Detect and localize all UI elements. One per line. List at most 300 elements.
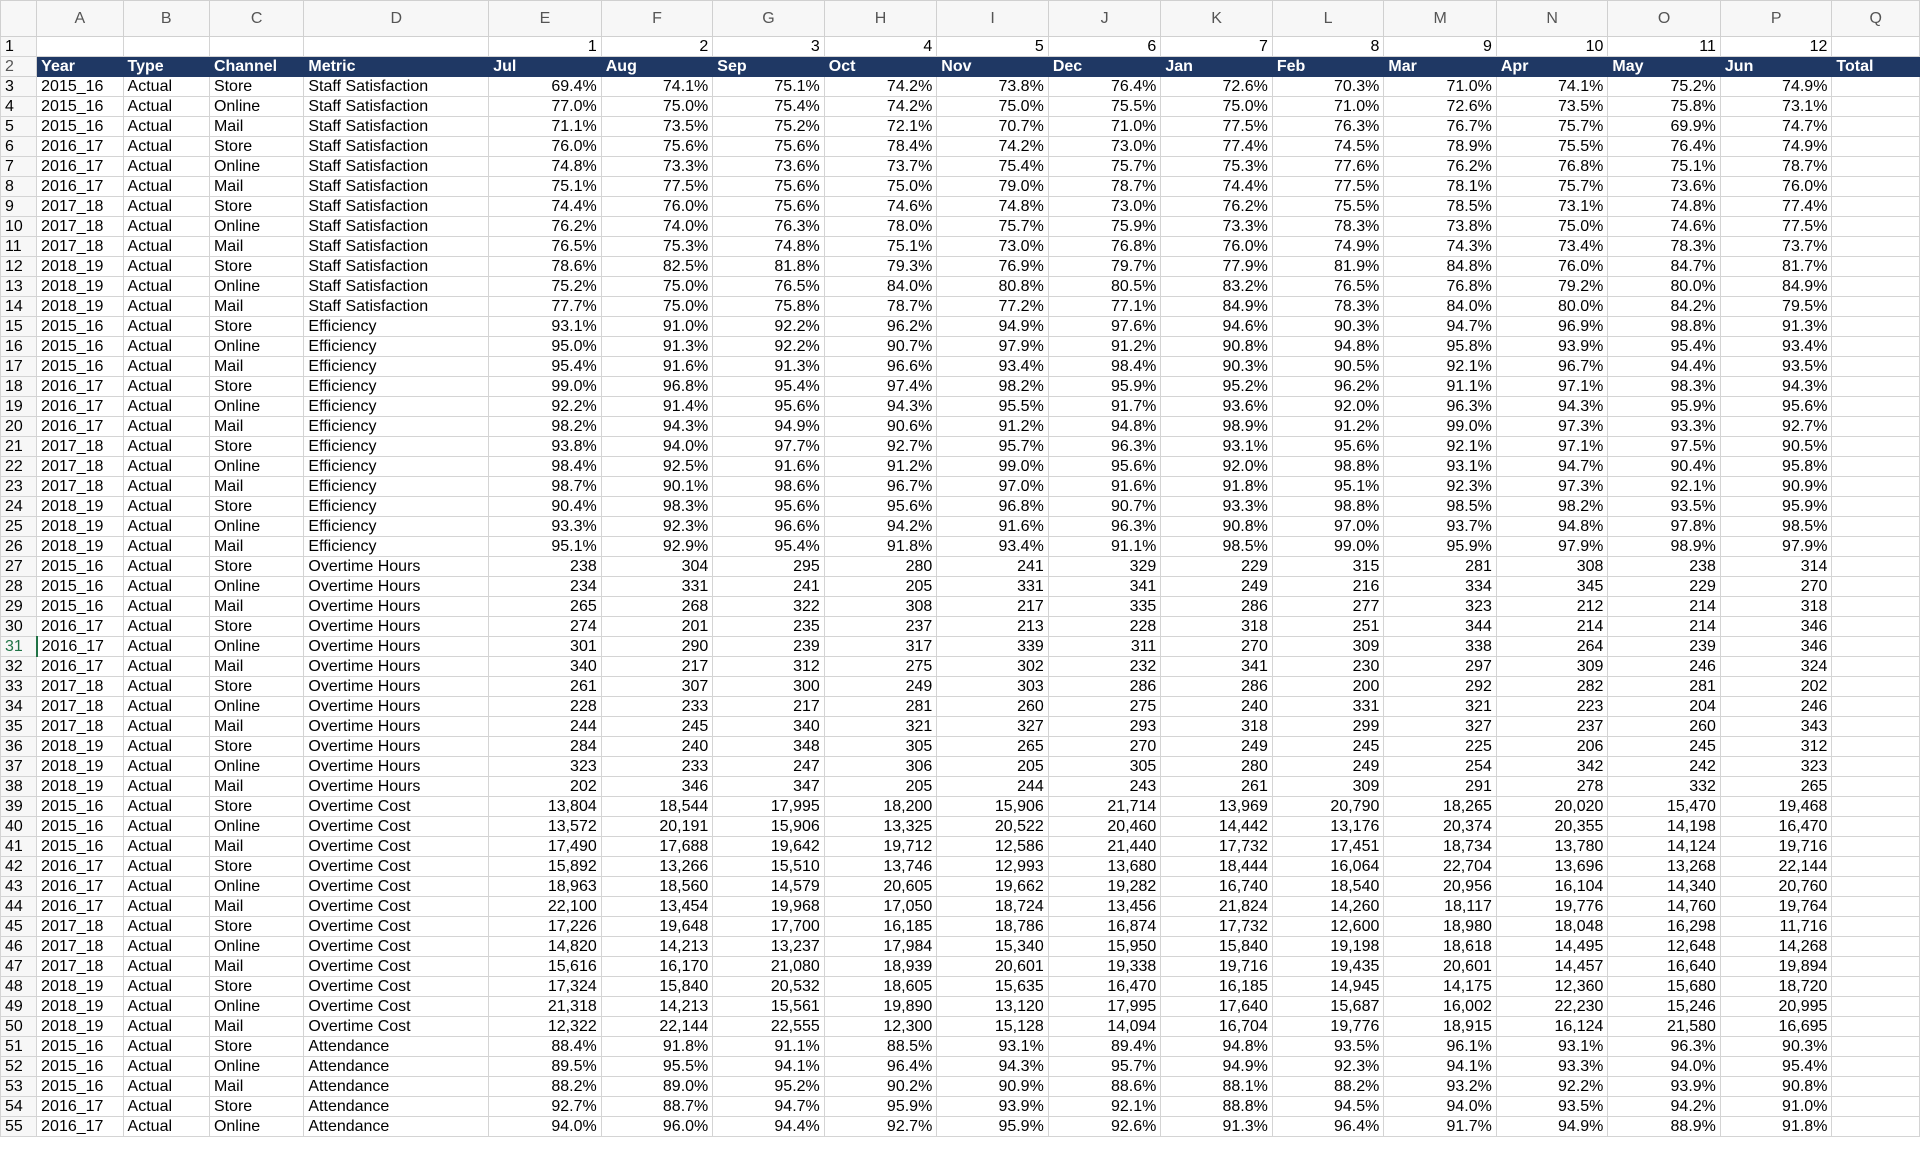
cell-b7[interactable]: Actual <box>123 157 209 177</box>
cell-c8[interactable]: Mail <box>209 177 303 197</box>
cell-j14[interactable]: 77.1% <box>1048 297 1161 317</box>
cell-d22[interactable]: Efficiency <box>304 457 489 477</box>
cell-p7[interactable]: 78.7% <box>1720 157 1832 177</box>
cell-d36[interactable]: Overtime Hours <box>304 737 489 757</box>
cell-e43[interactable]: 18,963 <box>489 877 602 897</box>
cell-a10[interactable]: 2017_18 <box>37 217 123 237</box>
cell-d9[interactable]: Staff Satisfaction <box>304 197 489 217</box>
cell-k48[interactable]: 16,185 <box>1161 977 1273 997</box>
cell-m32[interactable]: 297 <box>1384 657 1497 677</box>
cell-m45[interactable]: 18,980 <box>1384 917 1497 937</box>
cell-j24[interactable]: 90.7% <box>1048 497 1161 517</box>
cell-i50[interactable]: 15,128 <box>937 1017 1049 1037</box>
cell-e45[interactable]: 17,226 <box>489 917 602 937</box>
cell-i36[interactable]: 265 <box>937 737 1049 757</box>
cell-g18[interactable]: 95.4% <box>713 377 825 397</box>
cell-j11[interactable]: 76.8% <box>1048 237 1161 257</box>
row-number-42[interactable]: 42 <box>1 857 37 877</box>
cell-f13[interactable]: 75.0% <box>601 277 713 297</box>
cell-q50[interactable] <box>1832 1017 1920 1037</box>
cell-e48[interactable]: 17,324 <box>489 977 602 997</box>
cell-n7[interactable]: 76.8% <box>1496 157 1608 177</box>
cell-m49[interactable]: 16,002 <box>1384 997 1497 1017</box>
cell-a51[interactable]: 2015_16 <box>37 1037 123 1057</box>
cell-a39[interactable]: 2015_16 <box>37 797 123 817</box>
cell-q41[interactable] <box>1832 837 1920 857</box>
cell-i11[interactable]: 73.0% <box>937 237 1049 257</box>
cell-a27[interactable]: 2015_16 <box>37 557 123 577</box>
cell-h2[interactable]: Oct <box>824 57 937 77</box>
cell-m23[interactable]: 92.3% <box>1384 477 1497 497</box>
cell-b14[interactable]: Actual <box>123 297 209 317</box>
cell-f49[interactable]: 14,213 <box>601 997 713 1017</box>
cell-j7[interactable]: 75.7% <box>1048 157 1161 177</box>
row-number-25[interactable]: 25 <box>1 517 37 537</box>
cell-k17[interactable]: 90.3% <box>1161 357 1273 377</box>
cell-h1[interactable]: 4 <box>824 37 937 57</box>
cell-g33[interactable]: 300 <box>713 677 825 697</box>
cell-b1[interactable] <box>123 37 209 57</box>
cell-a42[interactable]: 2016_17 <box>37 857 123 877</box>
cell-l13[interactable]: 76.5% <box>1272 277 1384 297</box>
cell-l27[interactable]: 315 <box>1272 557 1384 577</box>
cell-p13[interactable]: 84.9% <box>1720 277 1832 297</box>
cell-c51[interactable]: Store <box>209 1037 303 1057</box>
cell-e26[interactable]: 95.1% <box>489 537 602 557</box>
cell-b38[interactable]: Actual <box>123 777 209 797</box>
cell-d3[interactable]: Staff Satisfaction <box>304 77 489 97</box>
cell-m47[interactable]: 20,601 <box>1384 957 1497 977</box>
row-number-17[interactable]: 17 <box>1 357 37 377</box>
cell-a2[interactable]: Year <box>37 57 123 77</box>
cell-d21[interactable]: Efficiency <box>304 437 489 457</box>
row-number-10[interactable]: 10 <box>1 217 37 237</box>
cell-q1[interactable] <box>1832 37 1920 57</box>
cell-d33[interactable]: Overtime Hours <box>304 677 489 697</box>
cell-g26[interactable]: 95.4% <box>713 537 825 557</box>
cell-k46[interactable]: 15,840 <box>1161 937 1273 957</box>
cell-a22[interactable]: 2017_18 <box>37 457 123 477</box>
cell-c17[interactable]: Mail <box>209 357 303 377</box>
cell-h42[interactable]: 13,746 <box>824 857 937 877</box>
cell-g38[interactable]: 347 <box>713 777 825 797</box>
cell-f37[interactable]: 233 <box>601 757 713 777</box>
cell-a1[interactable] <box>37 37 123 57</box>
cell-b48[interactable]: Actual <box>123 977 209 997</box>
cell-q37[interactable] <box>1832 757 1920 777</box>
cell-c38[interactable]: Mail <box>209 777 303 797</box>
cell-m37[interactable]: 254 <box>1384 757 1497 777</box>
row-number-48[interactable]: 48 <box>1 977 37 997</box>
cell-c10[interactable]: Online <box>209 217 303 237</box>
cell-i18[interactable]: 98.2% <box>937 377 1049 397</box>
cell-k51[interactable]: 94.8% <box>1161 1037 1273 1057</box>
cell-b3[interactable]: Actual <box>123 77 209 97</box>
cell-b18[interactable]: Actual <box>123 377 209 397</box>
cell-h18[interactable]: 97.4% <box>824 377 937 397</box>
cell-h51[interactable]: 88.5% <box>824 1037 937 1057</box>
cell-i13[interactable]: 80.8% <box>937 277 1049 297</box>
cell-i35[interactable]: 327 <box>937 717 1049 737</box>
cell-f43[interactable]: 18,560 <box>601 877 713 897</box>
cell-c11[interactable]: Mail <box>209 237 303 257</box>
cell-b46[interactable]: Actual <box>123 937 209 957</box>
cell-f19[interactable]: 91.4% <box>601 397 713 417</box>
cell-m54[interactable]: 94.0% <box>1384 1097 1497 1117</box>
cell-i33[interactable]: 303 <box>937 677 1049 697</box>
cell-p14[interactable]: 79.5% <box>1720 297 1832 317</box>
cell-j48[interactable]: 16,470 <box>1048 977 1161 997</box>
cell-e16[interactable]: 95.0% <box>489 337 602 357</box>
cell-b30[interactable]: Actual <box>123 617 209 637</box>
cell-k24[interactable]: 93.3% <box>1161 497 1273 517</box>
cell-h40[interactable]: 13,325 <box>824 817 937 837</box>
cell-p17[interactable]: 93.5% <box>1720 357 1832 377</box>
cell-d1[interactable] <box>304 37 489 57</box>
cell-f54[interactable]: 88.7% <box>601 1097 713 1117</box>
cell-b26[interactable]: Actual <box>123 537 209 557</box>
cell-c37[interactable]: Online <box>209 757 303 777</box>
cell-b22[interactable]: Actual <box>123 457 209 477</box>
cell-f11[interactable]: 75.3% <box>601 237 713 257</box>
cell-e23[interactable]: 98.7% <box>489 477 602 497</box>
cell-j37[interactable]: 305 <box>1048 757 1161 777</box>
cell-f15[interactable]: 91.0% <box>601 317 713 337</box>
cell-p30[interactable]: 346 <box>1720 617 1832 637</box>
cell-b50[interactable]: Actual <box>123 1017 209 1037</box>
row-number-20[interactable]: 20 <box>1 417 37 437</box>
cell-n1[interactable]: 10 <box>1496 37 1608 57</box>
cell-m24[interactable]: 98.5% <box>1384 497 1497 517</box>
cell-a17[interactable]: 2015_16 <box>37 357 123 377</box>
cell-o49[interactable]: 15,246 <box>1608 997 1721 1017</box>
cell-c24[interactable]: Store <box>209 497 303 517</box>
cell-m6[interactable]: 78.9% <box>1384 137 1497 157</box>
cell-o50[interactable]: 21,580 <box>1608 1017 1721 1037</box>
column-header-g[interactable]: G <box>713 1 825 37</box>
cell-j30[interactable]: 228 <box>1048 617 1161 637</box>
cell-n6[interactable]: 75.5% <box>1496 137 1608 157</box>
cell-o5[interactable]: 69.9% <box>1608 117 1721 137</box>
cell-e41[interactable]: 17,490 <box>489 837 602 857</box>
cell-k2[interactable]: Jan <box>1161 57 1273 77</box>
cell-p19[interactable]: 95.6% <box>1720 397 1832 417</box>
cell-l37[interactable]: 249 <box>1272 757 1384 777</box>
row-number-11[interactable]: 11 <box>1 237 37 257</box>
cell-l23[interactable]: 95.1% <box>1272 477 1384 497</box>
cell-j32[interactable]: 232 <box>1048 657 1161 677</box>
cell-i42[interactable]: 12,993 <box>937 857 1049 877</box>
cell-o9[interactable]: 74.8% <box>1608 197 1721 217</box>
cell-j27[interactable]: 329 <box>1048 557 1161 577</box>
cell-f39[interactable]: 18,544 <box>601 797 713 817</box>
cell-h26[interactable]: 91.8% <box>824 537 937 557</box>
cell-k25[interactable]: 90.8% <box>1161 517 1273 537</box>
cell-q19[interactable] <box>1832 397 1920 417</box>
cell-l35[interactable]: 299 <box>1272 717 1384 737</box>
cell-b23[interactable]: Actual <box>123 477 209 497</box>
cell-o20[interactable]: 93.3% <box>1608 417 1721 437</box>
cell-d51[interactable]: Attendance <box>304 1037 489 1057</box>
cell-d7[interactable]: Staff Satisfaction <box>304 157 489 177</box>
cell-l31[interactable]: 309 <box>1272 637 1384 657</box>
cell-o17[interactable]: 94.4% <box>1608 357 1721 377</box>
cell-m12[interactable]: 84.8% <box>1384 257 1497 277</box>
cell-i28[interactable]: 331 <box>937 577 1049 597</box>
cell-n4[interactable]: 73.5% <box>1496 97 1608 117</box>
cell-b37[interactable]: Actual <box>123 757 209 777</box>
cell-l41[interactable]: 17,451 <box>1272 837 1384 857</box>
cell-d16[interactable]: Efficiency <box>304 337 489 357</box>
cell-i31[interactable]: 339 <box>937 637 1049 657</box>
row-number-8[interactable]: 8 <box>1 177 37 197</box>
cell-m4[interactable]: 72.6% <box>1384 97 1497 117</box>
cell-g35[interactable]: 340 <box>713 717 825 737</box>
cell-n53[interactable]: 92.2% <box>1496 1077 1608 1097</box>
cell-i27[interactable]: 241 <box>937 557 1049 577</box>
cell-j46[interactable]: 15,950 <box>1048 937 1161 957</box>
cell-l1[interactable]: 8 <box>1272 37 1384 57</box>
cell-i23[interactable]: 97.0% <box>937 477 1049 497</box>
cell-n8[interactable]: 75.7% <box>1496 177 1608 197</box>
cell-l25[interactable]: 97.0% <box>1272 517 1384 537</box>
cell-j18[interactable]: 95.9% <box>1048 377 1161 397</box>
cell-c3[interactable]: Store <box>209 77 303 97</box>
cell-g50[interactable]: 22,555 <box>713 1017 825 1037</box>
cell-k21[interactable]: 93.1% <box>1161 437 1273 457</box>
cell-q23[interactable] <box>1832 477 1920 497</box>
cell-m44[interactable]: 18,117 <box>1384 897 1497 917</box>
cell-p10[interactable]: 77.5% <box>1720 217 1832 237</box>
cell-k28[interactable]: 249 <box>1161 577 1273 597</box>
cell-o44[interactable]: 14,760 <box>1608 897 1721 917</box>
cell-b8[interactable]: Actual <box>123 177 209 197</box>
cell-f12[interactable]: 82.5% <box>601 257 713 277</box>
cell-l28[interactable]: 216 <box>1272 577 1384 597</box>
cell-b43[interactable]: Actual <box>123 877 209 897</box>
cell-n54[interactable]: 93.5% <box>1496 1097 1608 1117</box>
cell-p20[interactable]: 92.7% <box>1720 417 1832 437</box>
cell-g5[interactable]: 75.2% <box>713 117 825 137</box>
cell-g8[interactable]: 75.6% <box>713 177 825 197</box>
cell-m1[interactable]: 9 <box>1384 37 1497 57</box>
cell-a45[interactable]: 2017_18 <box>37 917 123 937</box>
row-number-29[interactable]: 29 <box>1 597 37 617</box>
cell-c43[interactable]: Online <box>209 877 303 897</box>
cell-h24[interactable]: 95.6% <box>824 497 937 517</box>
cell-d29[interactable]: Overtime Hours <box>304 597 489 617</box>
cell-j6[interactable]: 73.0% <box>1048 137 1161 157</box>
cell-j28[interactable]: 341 <box>1048 577 1161 597</box>
cell-h45[interactable]: 16,185 <box>824 917 937 937</box>
cell-a11[interactable]: 2017_18 <box>37 237 123 257</box>
cell-q46[interactable] <box>1832 937 1920 957</box>
cell-d35[interactable]: Overtime Hours <box>304 717 489 737</box>
cell-i37[interactable]: 205 <box>937 757 1049 777</box>
cell-h41[interactable]: 19,712 <box>824 837 937 857</box>
cell-p39[interactable]: 19,468 <box>1720 797 1832 817</box>
cell-i29[interactable]: 217 <box>937 597 1049 617</box>
select-all-corner[interactable] <box>1 1 37 37</box>
cell-q16[interactable] <box>1832 337 1920 357</box>
cell-p48[interactable]: 18,720 <box>1720 977 1832 997</box>
row-number-24[interactable]: 24 <box>1 497 37 517</box>
cell-l15[interactable]: 90.3% <box>1272 317 1384 337</box>
cell-o31[interactable]: 239 <box>1608 637 1721 657</box>
cell-k32[interactable]: 341 <box>1161 657 1273 677</box>
cell-o27[interactable]: 238 <box>1608 557 1721 577</box>
cell-j1[interactable]: 6 <box>1048 37 1161 57</box>
cell-f25[interactable]: 92.3% <box>601 517 713 537</box>
cell-j40[interactable]: 20,460 <box>1048 817 1161 837</box>
cell-a13[interactable]: 2018_19 <box>37 277 123 297</box>
cell-c41[interactable]: Mail <box>209 837 303 857</box>
cell-e38[interactable]: 202 <box>489 777 602 797</box>
cell-q52[interactable] <box>1832 1057 1920 1077</box>
cell-m30[interactable]: 344 <box>1384 617 1497 637</box>
row-number-22[interactable]: 22 <box>1 457 37 477</box>
cell-k4[interactable]: 75.0% <box>1161 97 1273 117</box>
cell-l16[interactable]: 94.8% <box>1272 337 1384 357</box>
cell-h55[interactable]: 92.7% <box>824 1117 937 1137</box>
row-number-23[interactable]: 23 <box>1 477 37 497</box>
cell-c2[interactable]: Channel <box>209 57 303 77</box>
cell-e9[interactable]: 74.4% <box>489 197 602 217</box>
cell-k15[interactable]: 94.6% <box>1161 317 1273 337</box>
row-number-40[interactable]: 40 <box>1 817 37 837</box>
cell-h5[interactable]: 72.1% <box>824 117 937 137</box>
cell-g16[interactable]: 92.2% <box>713 337 825 357</box>
cell-e55[interactable]: 94.0% <box>489 1117 602 1137</box>
cell-m2[interactable]: Mar <box>1384 57 1497 77</box>
cell-e39[interactable]: 13,804 <box>489 797 602 817</box>
cell-p15[interactable]: 91.3% <box>1720 317 1832 337</box>
cell-q53[interactable] <box>1832 1077 1920 1097</box>
cell-l36[interactable]: 245 <box>1272 737 1384 757</box>
cell-f47[interactable]: 16,170 <box>601 957 713 977</box>
cell-c20[interactable]: Mail <box>209 417 303 437</box>
cell-g19[interactable]: 95.6% <box>713 397 825 417</box>
cell-p43[interactable]: 20,760 <box>1720 877 1832 897</box>
cell-o34[interactable]: 204 <box>1608 697 1721 717</box>
cell-f2[interactable]: Aug <box>601 57 713 77</box>
cell-p47[interactable]: 19,894 <box>1720 957 1832 977</box>
row-number-3[interactable]: 3 <box>1 77 37 97</box>
cell-e44[interactable]: 22,100 <box>489 897 602 917</box>
cell-i15[interactable]: 94.9% <box>937 317 1049 337</box>
cell-e2[interactable]: Jul <box>489 57 602 77</box>
cell-e4[interactable]: 77.0% <box>489 97 602 117</box>
cell-m28[interactable]: 334 <box>1384 577 1497 597</box>
cell-l46[interactable]: 19,198 <box>1272 937 1384 957</box>
cell-f28[interactable]: 331 <box>601 577 713 597</box>
cell-c12[interactable]: Store <box>209 257 303 277</box>
cell-i34[interactable]: 260 <box>937 697 1049 717</box>
cell-f30[interactable]: 201 <box>601 617 713 637</box>
cell-n13[interactable]: 79.2% <box>1496 277 1608 297</box>
cell-g25[interactable]: 96.6% <box>713 517 825 537</box>
cell-g31[interactable]: 239 <box>713 637 825 657</box>
cell-b9[interactable]: Actual <box>123 197 209 217</box>
cell-j33[interactable]: 286 <box>1048 677 1161 697</box>
cell-n31[interactable]: 264 <box>1496 637 1608 657</box>
cell-o28[interactable]: 229 <box>1608 577 1721 597</box>
cell-p9[interactable]: 77.4% <box>1720 197 1832 217</box>
cell-o22[interactable]: 90.4% <box>1608 457 1721 477</box>
cell-p2[interactable]: Jun <box>1720 57 1832 77</box>
cell-n9[interactable]: 73.1% <box>1496 197 1608 217</box>
cell-p44[interactable]: 19,764 <box>1720 897 1832 917</box>
cell-k20[interactable]: 98.9% <box>1161 417 1273 437</box>
cell-o45[interactable]: 16,298 <box>1608 917 1721 937</box>
cell-d20[interactable]: Efficiency <box>304 417 489 437</box>
cell-l52[interactable]: 92.3% <box>1272 1057 1384 1077</box>
cell-f36[interactable]: 240 <box>601 737 713 757</box>
cell-o16[interactable]: 95.4% <box>1608 337 1721 357</box>
cell-m38[interactable]: 291 <box>1384 777 1497 797</box>
cell-c13[interactable]: Online <box>209 277 303 297</box>
cell-b25[interactable]: Actual <box>123 517 209 537</box>
cell-l4[interactable]: 71.0% <box>1272 97 1384 117</box>
cell-j5[interactable]: 71.0% <box>1048 117 1161 137</box>
cell-j2[interactable]: Dec <box>1048 57 1161 77</box>
cell-g6[interactable]: 75.6% <box>713 137 825 157</box>
cell-q2[interactable]: Total <box>1832 57 1920 77</box>
cell-o1[interactable]: 11 <box>1608 37 1721 57</box>
cell-k26[interactable]: 98.5% <box>1161 537 1273 557</box>
cell-d45[interactable]: Overtime Cost <box>304 917 489 937</box>
cell-k11[interactable]: 76.0% <box>1161 237 1273 257</box>
cell-l48[interactable]: 14,945 <box>1272 977 1384 997</box>
cell-n43[interactable]: 16,104 <box>1496 877 1608 897</box>
row-number-26[interactable]: 26 <box>1 537 37 557</box>
cell-d55[interactable]: Attendance <box>304 1117 489 1137</box>
cell-o46[interactable]: 12,648 <box>1608 937 1721 957</box>
cell-l3[interactable]: 70.3% <box>1272 77 1384 97</box>
row-number-13[interactable]: 13 <box>1 277 37 297</box>
cell-l47[interactable]: 19,435 <box>1272 957 1384 977</box>
cell-p28[interactable]: 270 <box>1720 577 1832 597</box>
cell-b36[interactable]: Actual <box>123 737 209 757</box>
cell-p50[interactable]: 16,695 <box>1720 1017 1832 1037</box>
cell-d41[interactable]: Overtime Cost <box>304 837 489 857</box>
cell-o19[interactable]: 95.9% <box>1608 397 1721 417</box>
cell-b41[interactable]: Actual <box>123 837 209 857</box>
cell-n33[interactable]: 282 <box>1496 677 1608 697</box>
cell-l21[interactable]: 95.6% <box>1272 437 1384 457</box>
cell-k38[interactable]: 261 <box>1161 777 1273 797</box>
cell-p21[interactable]: 90.5% <box>1720 437 1832 457</box>
row-number-4[interactable]: 4 <box>1 97 37 117</box>
cell-d30[interactable]: Overtime Hours <box>304 617 489 637</box>
cell-o12[interactable]: 84.7% <box>1608 257 1721 277</box>
cell-g29[interactable]: 322 <box>713 597 825 617</box>
cell-m27[interactable]: 281 <box>1384 557 1497 577</box>
cell-h52[interactable]: 96.4% <box>824 1057 937 1077</box>
cell-n5[interactable]: 75.7% <box>1496 117 1608 137</box>
cell-c45[interactable]: Store <box>209 917 303 937</box>
row-number-16[interactable]: 16 <box>1 337 37 357</box>
cell-g21[interactable]: 97.7% <box>713 437 825 457</box>
row-number-12[interactable]: 12 <box>1 257 37 277</box>
row-number-37[interactable]: 37 <box>1 757 37 777</box>
cell-k44[interactable]: 21,824 <box>1161 897 1273 917</box>
cell-f14[interactable]: 75.0% <box>601 297 713 317</box>
cell-p1[interactable]: 12 <box>1720 37 1832 57</box>
cell-m29[interactable]: 323 <box>1384 597 1497 617</box>
cell-d28[interactable]: Overtime Hours <box>304 577 489 597</box>
cell-b55[interactable]: Actual <box>123 1117 209 1137</box>
